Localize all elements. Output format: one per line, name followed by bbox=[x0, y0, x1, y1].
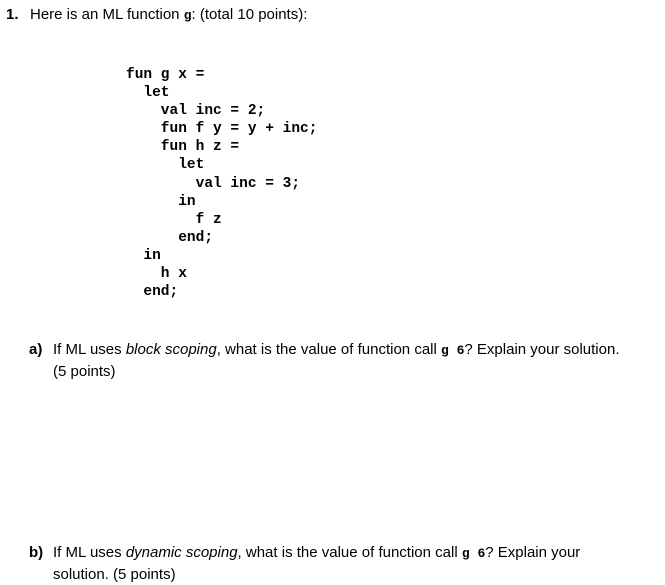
code-line: in bbox=[126, 247, 161, 264]
code-line: fun g x = bbox=[126, 67, 205, 83]
part-b bbox=[29, 543, 665, 585]
part-a-emphasis: block scoping bbox=[125, 341, 217, 358]
part-b-label: b) bbox=[29, 544, 44, 561]
code-block bbox=[126, 66, 317, 301]
part-b-call: g 6 bbox=[461, 546, 486, 561]
question-text-before: Here is an ML function bbox=[30, 6, 184, 23]
code-line: fun h z = bbox=[126, 139, 240, 156]
part-a bbox=[29, 340, 665, 382]
code-line: h x bbox=[126, 266, 187, 283]
code-line: val inc = 3; bbox=[126, 175, 301, 192]
code-line: fun f y = y + inc; bbox=[126, 121, 318, 138]
code-line: let bbox=[126, 85, 170, 102]
part-a-before: If ML uses bbox=[53, 341, 126, 358]
part-a-after: ? Explain your solution. bbox=[464, 341, 620, 358]
part-a-label: a) bbox=[29, 341, 43, 358]
code-line: val inc = 2; bbox=[126, 103, 266, 120]
part-b-text bbox=[53, 543, 665, 585]
part-b-middle: , what is the value of function call bbox=[237, 544, 462, 561]
question-number: 1. bbox=[6, 6, 19, 23]
code-line: f z bbox=[126, 211, 222, 228]
part-b-before: If ML uses bbox=[53, 544, 126, 561]
part-b-continuation: solution. (5 points) bbox=[53, 565, 176, 583]
question-heading bbox=[6, 6, 307, 25]
part-a-call: g 6 bbox=[441, 343, 465, 358]
part-b-emphasis: dynamic scoping bbox=[125, 544, 238, 561]
part-a-text bbox=[53, 340, 665, 382]
part-a-points: (5 points) bbox=[53, 362, 116, 380]
function-name: g bbox=[183, 8, 192, 23]
code-line: end; bbox=[126, 284, 179, 301]
part-b-after: ? Explain your bbox=[485, 544, 581, 561]
code-line: let bbox=[126, 157, 205, 174]
part-a-middle: , what is the value of function call bbox=[216, 341, 441, 358]
question-text-after: : (total 10 points): bbox=[191, 6, 308, 23]
code-line: in bbox=[126, 193, 196, 210]
code-line: end; bbox=[126, 229, 214, 246]
